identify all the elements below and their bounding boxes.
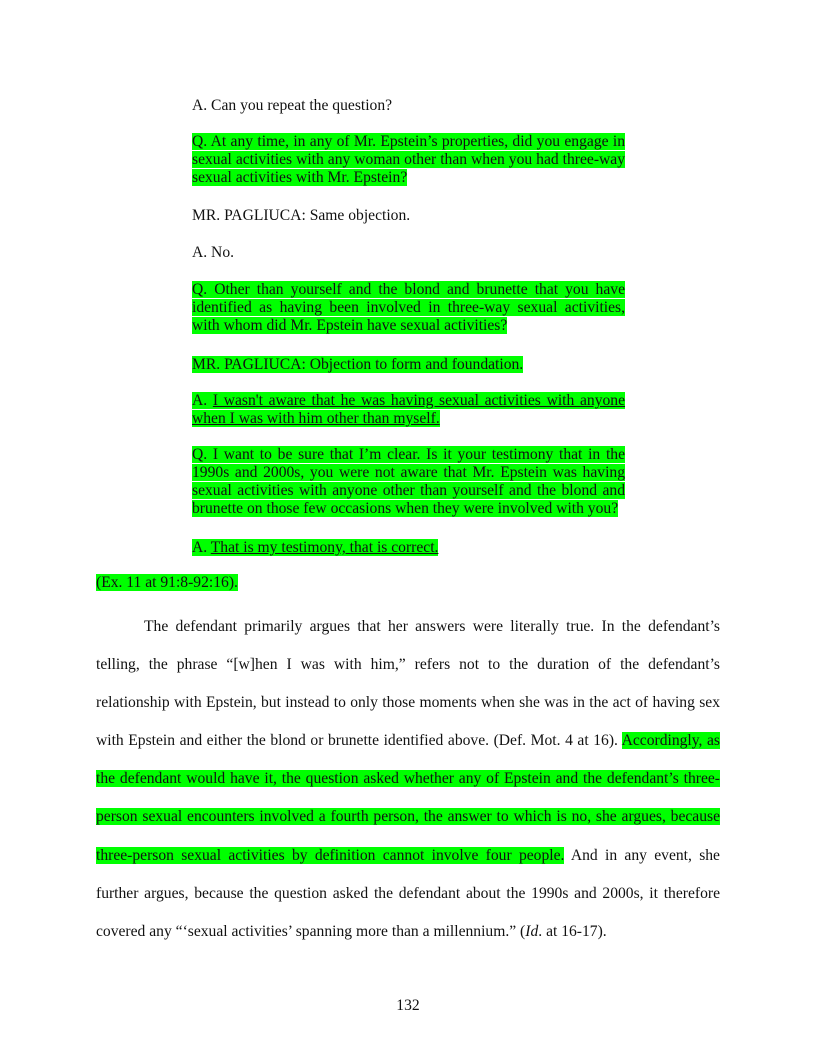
qa-question-properties: Q. At any time, in any of Mr. Epstein’s properties, did you engage in sexual activities with any woman other than when you had three-way sexual activities with Mr. Epstein?	[192, 133, 625, 186]
body-paragraph: The defendant primarily argues that her answers were literally true. In the defendant’s telling, the phrase “[w]hen I was with him,” refers not to the duration of the defendant’s relationship with Epstein, but instead to only those moments when she was in the act of having sex with Epstein and either the blond or brunette identified above. (Def. Mot. 4 at 16). Accordingly, as the defendant would have it, the question asked whether any of Epstein and the defendant’s three-person sexual encounters involved a fourth person, the answer to which is no, she argues, because three-person sexual activities by definition cannot involve four people. And in any event, she further argues, because the question asked the defendant about the 1990s and 2000s, it therefore covered any “‘sexual activities’ spanning more than a millennium.” (Id. at 16-17).	[96, 618, 720, 940]
qa-answer-not-aware: A. I wasn't aware that he was having sexual activities with anyone when I was with him other than myself.	[192, 392, 626, 427]
qa-question-testimony: Q. I want to be sure that I’m clear. Is it your testimony that in the 1990s and 2000s, you were not aware that Mr. Epstein was having sexual activities with anyone other than yourself and the blond and brunette on those few occasions when they were involved with you?	[192, 446, 625, 517]
qa-answer-correct: A. That is my testimony, that is correct.	[192, 539, 439, 556]
qa-answer-repeat: A. Can you repeat the question?	[192, 97, 393, 114]
qa-answer-no: A. No.	[192, 244, 235, 261]
page-number: 132	[396, 997, 420, 1014]
qa-question-other-than-yourself: Q. Other than yourself and the blond and brunette that you have identified as having been involved in three-way sexual activities, with whom did Mr. Epstein have sexual activities?	[192, 281, 625, 334]
highlighted-passage: Accordingly, as the defendant would have it, the question asked whether any of Epstein and the defendant’s three-person sexual encounters involved a fourth person, the answer to which is no, she argues, because three-person sexual activities by definition cannot involve four people.	[96, 732, 720, 864]
qa-objection-same: MR. PAGLIUCA: Same objection.	[192, 207, 411, 224]
exhibit-citation: (Ex. 11 at 91:8-92:16).	[96, 574, 238, 591]
qa-objection-form-foundation: MR. PAGLIUCA: Objection to form and foundation.	[192, 356, 524, 373]
